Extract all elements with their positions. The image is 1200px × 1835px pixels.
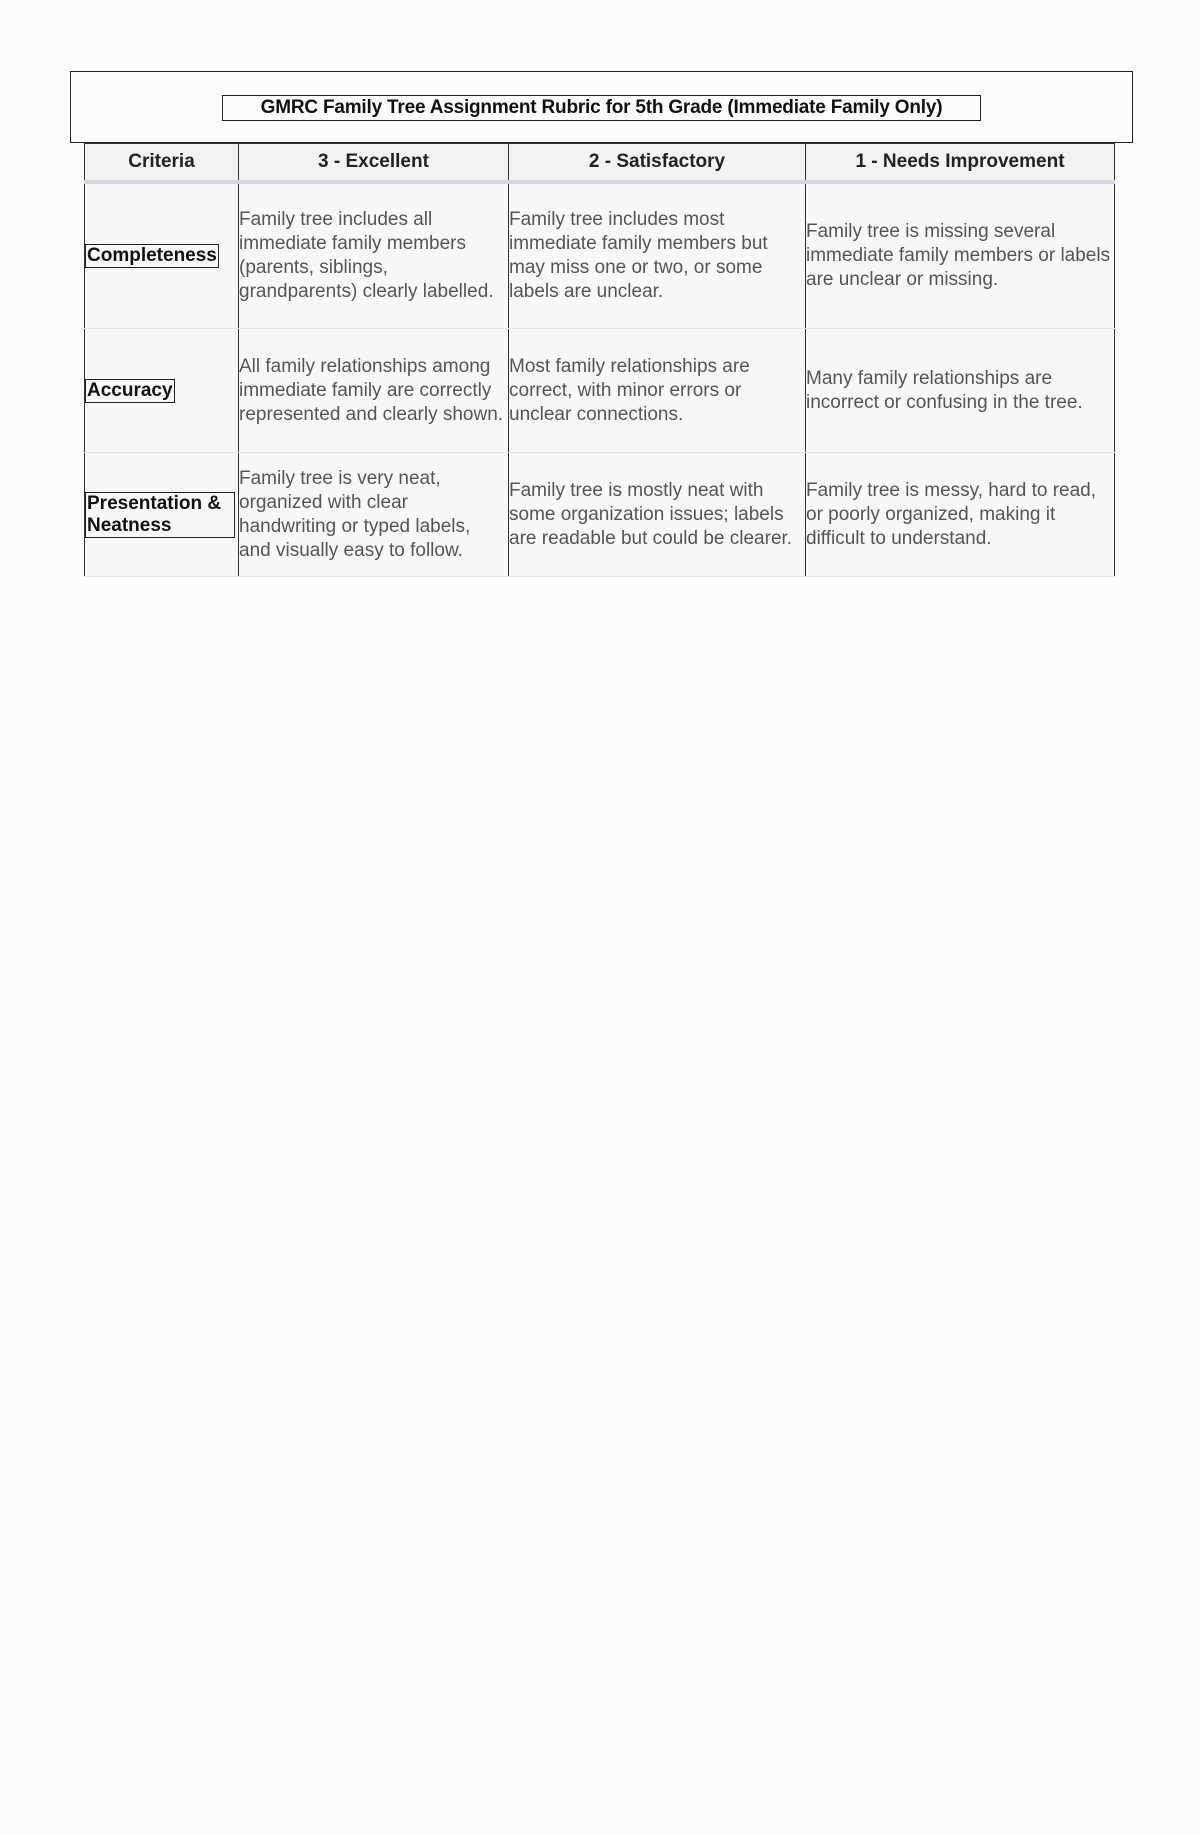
criteria-cell	[85, 453, 239, 577]
excellent-cell: Family tree includes all immediate family members (parents, siblings, grandparents) clearly labelled.	[239, 182, 509, 329]
header-needs-improvement: 1 - Needs Improvement	[806, 144, 1115, 182]
header-excellent: 3 - Excellent	[239, 144, 509, 182]
rubric-table	[84, 143, 1115, 577]
criteria-cell	[85, 182, 239, 329]
document-title: GMRC Family Tree Assignment Rubric for 5th Grade (Immediate Family Only)	[222, 95, 981, 121]
table-row	[85, 182, 1115, 329]
satisfactory-cell: Most family relationships are correct, with minor errors or unclear connections.	[509, 329, 806, 453]
needs-improvement-cell: Family tree is missing several immediate family members or labels are unclear or missing.	[806, 182, 1115, 329]
satisfactory-cell: Family tree includes most immediate family members but may miss one or two, or some labels are unclear.	[509, 182, 806, 329]
table-row	[85, 329, 1115, 453]
criteria-cell	[85, 329, 239, 453]
criteria-label: Completeness	[87, 244, 217, 266]
header-criteria: Criteria	[85, 144, 239, 182]
excellent-cell: Family tree is very neat, organized with clear handwriting or typed labels, and visually easy to follow.	[239, 453, 509, 577]
table-row	[85, 453, 1115, 577]
satisfactory-cell: Family tree is mostly neat with some organization issues; labels are readable but could be clearer.	[509, 453, 806, 577]
criteria-label: Accuracy	[87, 379, 173, 401]
criteria-label: Presentation & Neatness	[85, 492, 235, 538]
header-row	[85, 144, 1115, 182]
header-satisfactory: 2 - Satisfactory	[509, 144, 806, 182]
needs-improvement-cell: Family tree is messy, hard to read, or poorly organized, making it difficult to understand.	[806, 453, 1115, 577]
excellent-cell: All family relationships among immediate family are correctly represented and clearly shown.	[239, 329, 509, 453]
needs-improvement-cell: Many family relationships are incorrect or confusing in the tree.	[806, 329, 1115, 453]
